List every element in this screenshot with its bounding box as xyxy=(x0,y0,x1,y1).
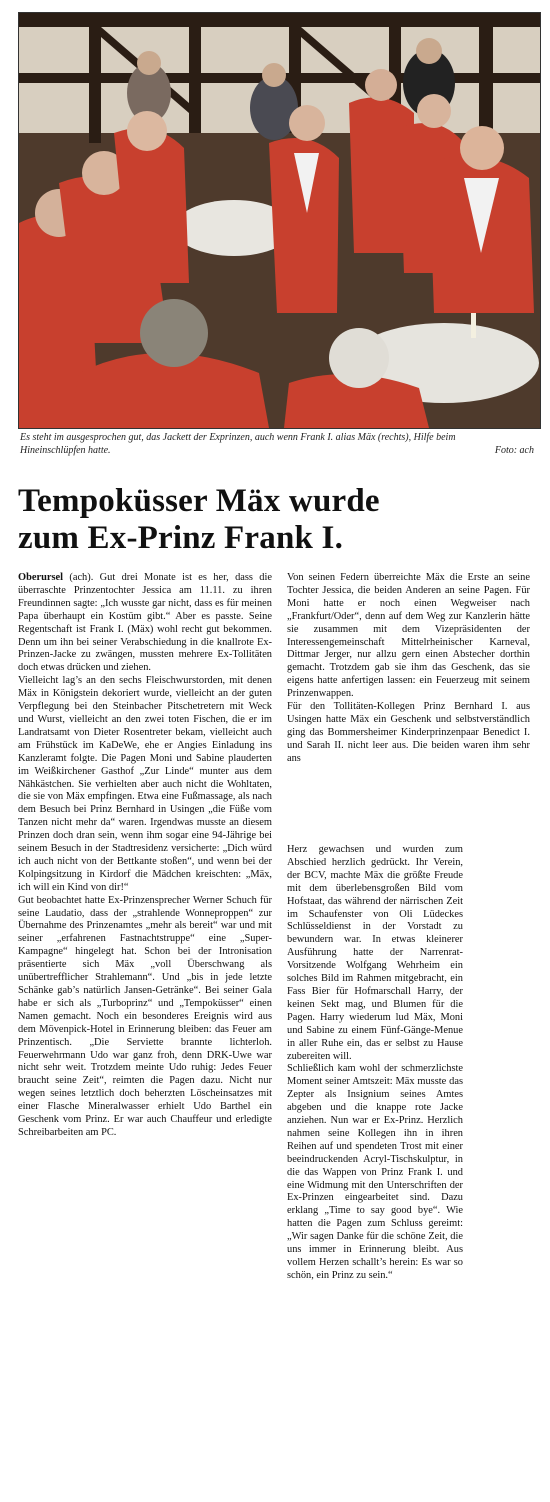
photo-credit: Foto: ach xyxy=(494,445,534,456)
article-paragraph: Schließlich kam wohl der schmerzlichste Moment seiner Amtszeit: Mäx musste das Zepter als Insignium seines Amtes abgeben und die knappe rote Jacke anziehen. Nun war er Ex-Prinz. Herzlich nahmen seine Kollegen ihn in ihren Reihen auf und spendeten Trost mit einer beeindruckenden Acryl-Tischskulptur, in die das Wappen von Prinz Frank I. und eine Widmung mit den Unterschriften der Ex-Prinzen eingearbeitet sind. Dazu erklang „Time to say good bye“. Wie hatten die Pagen zum Schluss gereimt: „Wir sagen Danke für die schöne Zeit, die uns immer in Erinnerung bleibt. Aus vollem Herzen schallt’s herein: Es war so schön, ein Prinz zu sein.“ xyxy=(287,1063,463,1281)
caption-text: Es steht im ausgesprochen gut, das Jackett der Exprinzen, auch wenn Frank I. alias Mäx (rechts), Hilfe beim Hineinschlüpfen hatte. xyxy=(20,432,456,456)
article-paragraph: Gut beobachtet hatte Ex-Prinzensprecher Werner Schuch für seine Laudatio, dass der „strahlende Wonneproppen“ zur Übernahme des Prinzenamtes „mehr als bereit“ war und mit seiner „erfahrenen Fastnachtstruppe“ eine „Super-Kampagne“ hingelegt hat. Schon bei der Intronisation präsentierte sich Mäx „voll Überschwang als unübertrefflicher Strahlemann“. Und „bis in jede letzte Schänke gab’s natürlich Jansen-Getränke“. Bei seiner Gala habe er sich als „Turboprinz“ und „Tempoküsser“ einen Namen gemacht. Noch ein besonderes Ereignis wird aus dem Mövenpick-Hotel in Erinnerung bleiben: das Feuer am Prinzentisch. „Die Serviette brannte lichterloh. Feuerwehrmann Udo war ganz froh, denn DRK-Uwe war nicht sehr weit. Trotzdem meinte Udo ruhig: Jedes Feuer braucht seine Zeit“, reimten die Pagen dazu. Nicht nur wegen seines letztlich doch beherzten Löscheinsatzes mit einer Flasche Mineralwasser erhielt Udo Barthel ein Geschenk vom Prinz. Er war auch Chauffeur und erledigte Schreibarbeiten am PC. xyxy=(18,894,272,1138)
photo-caption xyxy=(20,431,540,457)
paragraph-text: (ach). Gut drei Monate ist es her, dass die überraschte Prinzentochter Jessica am 11.11. zu ihren Freundinnen sagte: „Ich wusste gar nicht, dass es für meinen Papa überhaupt ein Kostüm gibt.“ Aber es passte. Seine Regentschaft ist Frank I. (Mäx) wohl recht gut bekommen. Denn um ihn bei seiner Verabschiedung in die knallrote Ex-Prinzen-Jacke zu zwängen, mussten mehrere Ex-Tollitäten doch etwas drücken und ziehen. xyxy=(18,572,272,674)
article-photo xyxy=(18,12,541,429)
article-paragraph xyxy=(18,572,272,675)
article-paragraph: Vielleicht lag’s an den sechs Fleischwurstorden, mit denen Mäx in Königstein dekoriert wurde, vielleicht an der guten Verpflegung bei den Steinbacher Pitschetretern mit Weck und Wurst, vielleicht an den zwei toten Fischen, die er im Landratsamt von Dieter Rosentreter bekam, vielleicht auch am Frühstück im KaDeWe, ehe er Angies Einladung ins Kanzleramt folgte. Die Pagen Moni und Sabine plauderten im Weißkirchener Gasthof „Zur Linde“ munter aus dem Nähkästchen. Sie verhielten aber auch nicht die Wohltaten, die sie von Mäx empfingen. Etwa eine Fußmassage, als nach dem Besuch bei Prinz Bernhard in Usingen „die Füße vom Tanzen nicht mehr da“ waren. Irgendwas musste an diesem Prinzen doch dran sein, wenn ihm sogar eine 94-Jährige bei seinem Besuch in der Stadtresidenz versicherte: „Dich würd ich auch nicht von der Bettkante stoßen“, und wenn bei der Kolpingsitzung in Kirdorf die Mädchen kreischten: „Mäx, ich will ein Kind von dir!“ xyxy=(18,675,272,893)
headline-line-1: Tempoküsser Mäx wurde xyxy=(18,483,380,519)
article-paragraph: Von seinen Federn überreichte Mäx die Erste an seine Tochter Jessica, die beiden Anderen an seine Pagen. Für Moni hatte er noch einen Wegweiser nach „Frankfurt/Oder“, denn auf dem Weg zur Kanzlerin hätte sie zusammen mit dem Vizepräsidenten der Interessengemeinschaft Mittelrheinischer Karneval, Dittmar Jerger, nur allzu gern einen Abstecher dorthin gemacht. Trotzdem gab sie ihm das Geschenk, das sie eigens hatte anfertigen lassen: ein Feuerzeug mit seinem Prinzenwappen. xyxy=(287,572,530,700)
article-column-3 xyxy=(287,844,463,1283)
headline-line-2: zum Ex-Prinz Frank I. xyxy=(18,520,344,556)
article-headline xyxy=(18,483,538,557)
dateline: Oberursel xyxy=(18,572,64,583)
article-paragraph: Für den Tollitäten-Kollegen Prinz Bernhard I. aus Usingen hatte Mäx ein Geschenk und selbstverständlich ging das Bommersheimer Kinderprinzenpaar Benedict I. und Sarah II. nicht leer aus. Die beiden waren ihm sehr ans xyxy=(287,701,530,764)
article-column-1 xyxy=(18,572,272,1140)
article-paragraph: Herz gewachsen und wurden zum Abschied herzlich gedrückt. Ihr Verein, der BCV, machte Mäx die größte Freude mit dem überlebensgroßen Bild vom Hofstaat, das während der närrischen Zeit im Schaufenster von Oli Lüdeckes Schlüsseldienst in der Vorstadt zu bewundern war. In etwas kleinerer Ausführung hatte der Narrenrat-Vorsitzende Wolfgang Wehrheim ein solches Bild im Rahmen mitgebracht, ein Fass Bier für Hofmarschall Harry, der keinen Sekt mag, und Blumen für die Pagen. Harry wiederum lud Mäx, Moni und Sabine zu einem Fünf-Gänge-Menue in aller Ruhe ein, das er selbst zu Hause zubereiten will. xyxy=(287,844,463,1062)
article-column-2 xyxy=(287,572,530,766)
photo-illustration xyxy=(19,13,540,428)
